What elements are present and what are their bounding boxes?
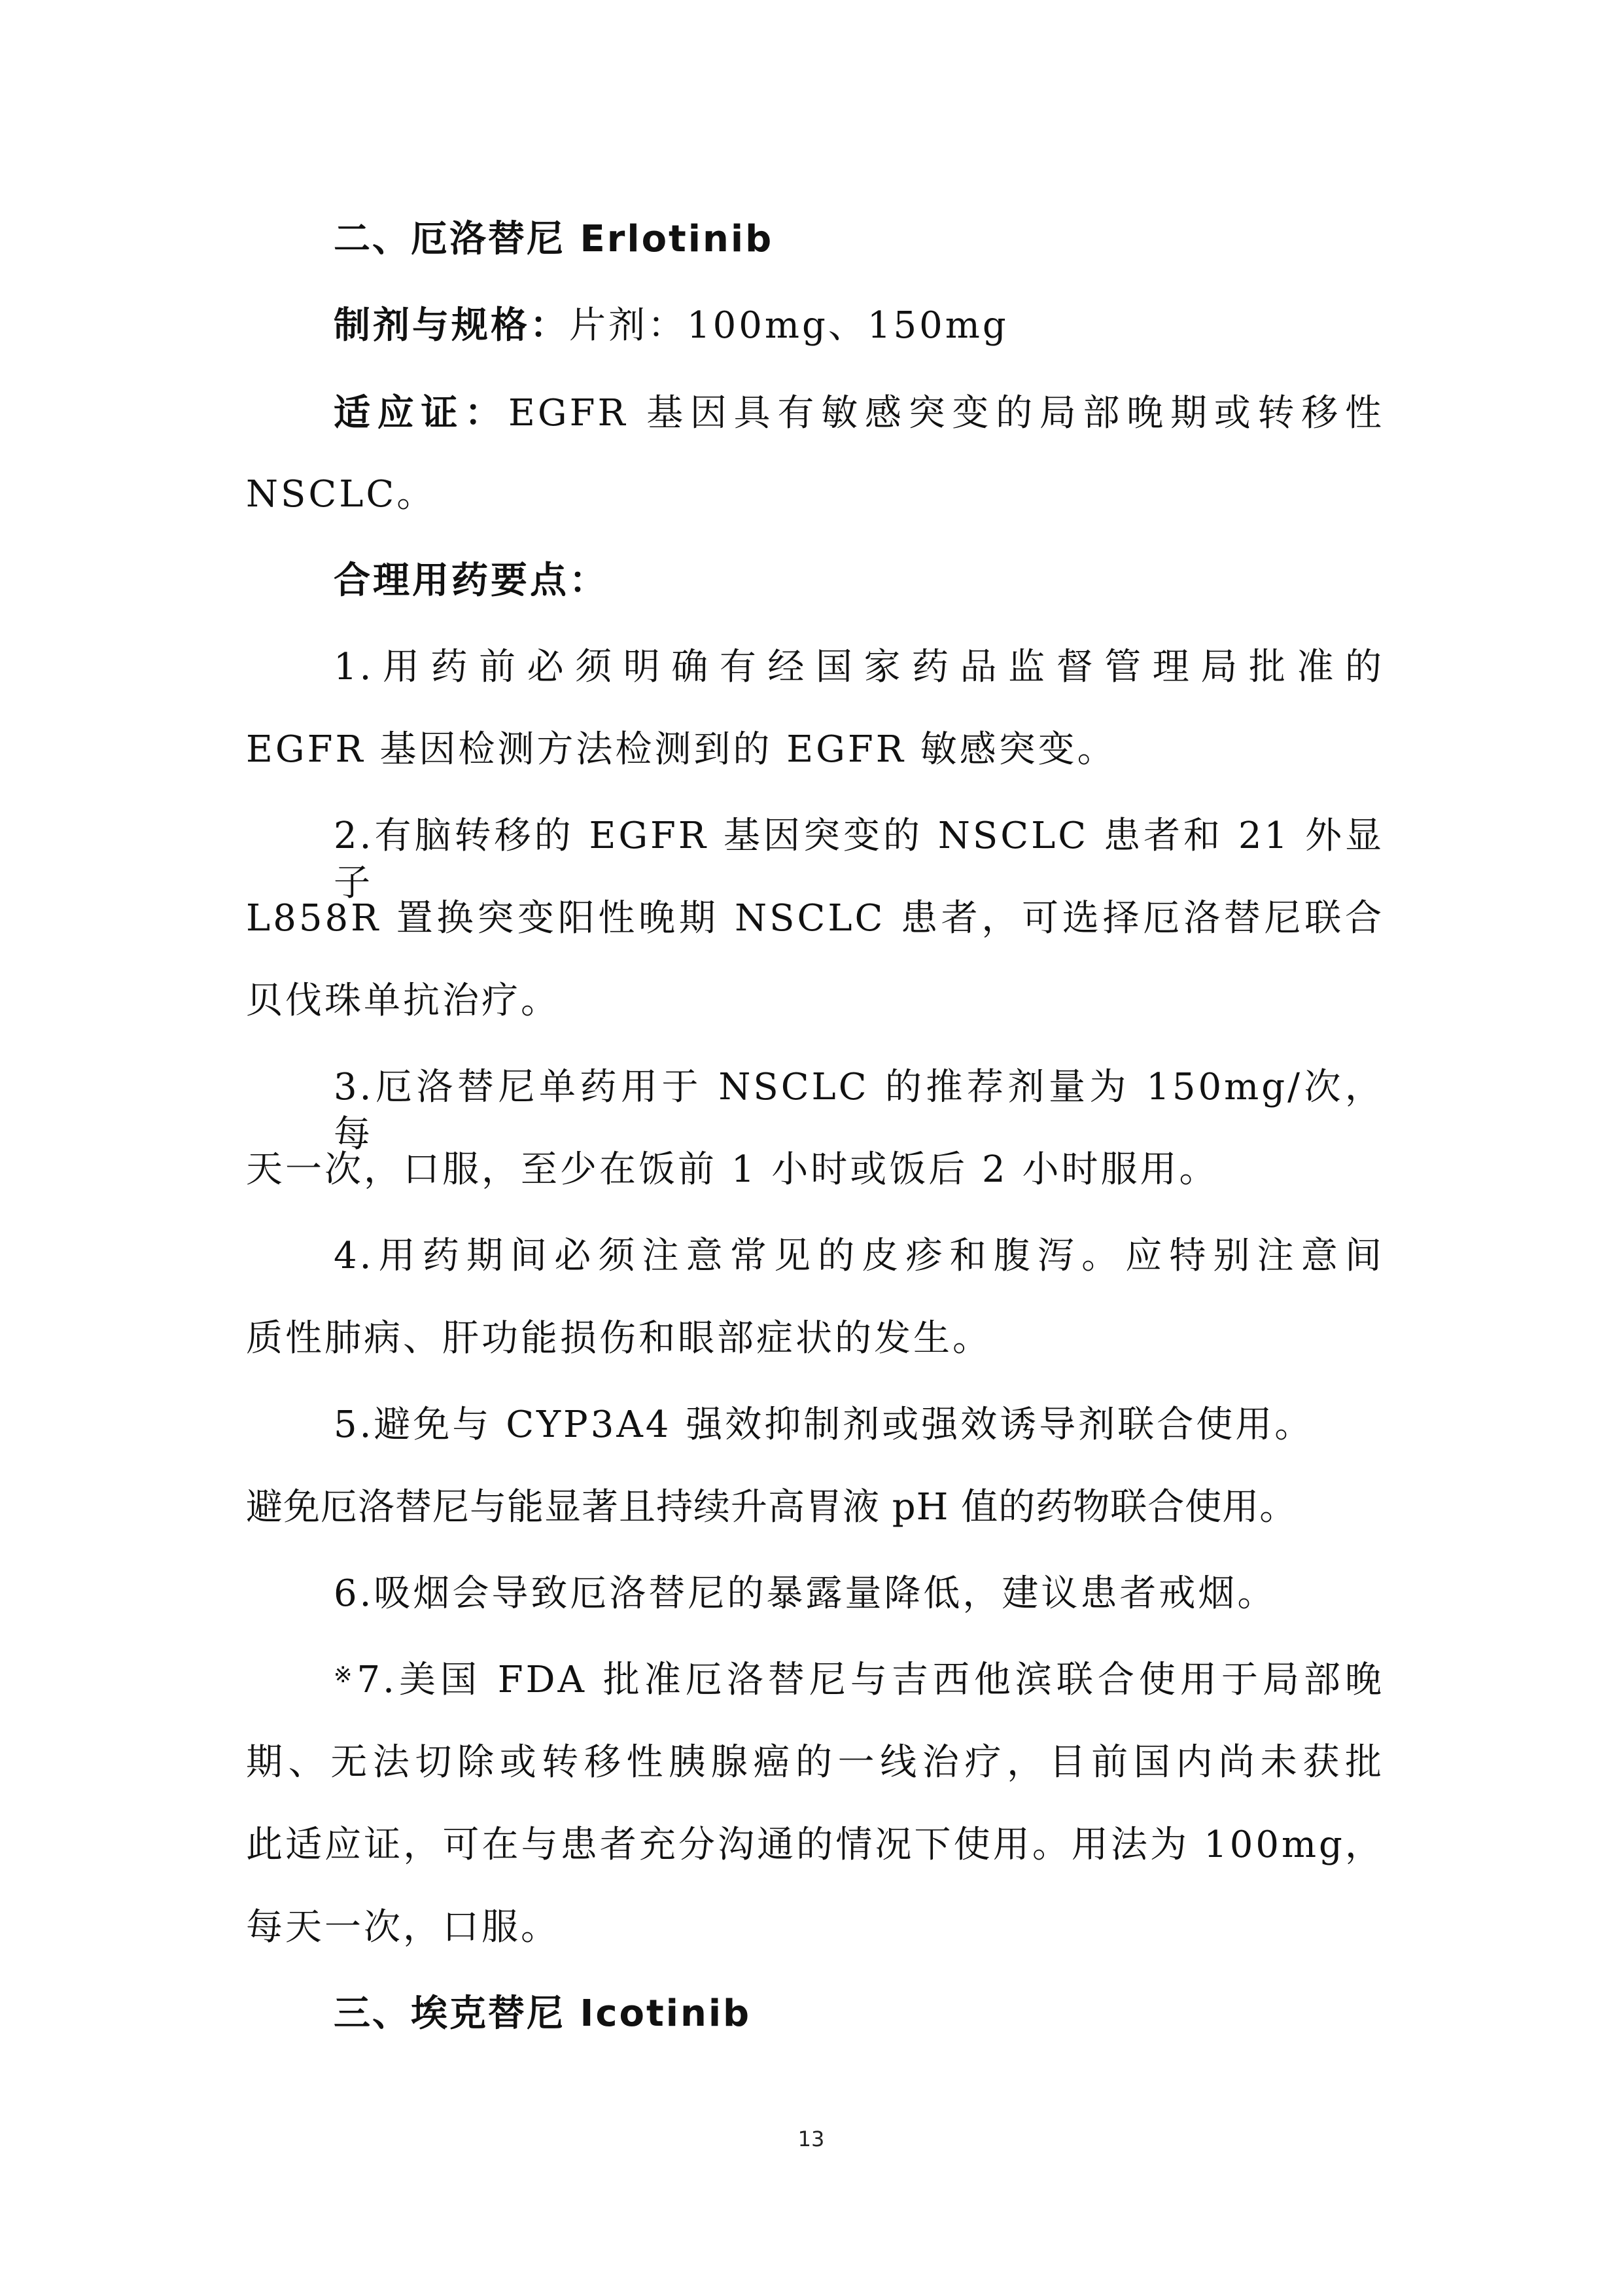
point-7-line-1 <box>334 1657 1384 1704</box>
point-5-line-1: 5.避免与 CYP3A4 强效抑制剂或强效诱导剂联合使用。 <box>334 1404 1314 1446</box>
point-7-line-1-text: 7.美国 FDA 批准厄洛替尼与吉西他滨联合使用于局部晚 <box>357 1659 1384 1701</box>
point-2-line-3: 贝伐珠单抗治疗。 <box>246 980 560 1022</box>
point-4-line-2: 质性肺病、肝功能损伤和眼部症状的发生。 <box>246 1317 992 1360</box>
indication-row <box>334 390 1384 437</box>
point-7-line-4: 每天一次，口服。 <box>246 1906 560 1949</box>
point-7-line-2: 期、无法切除或转移性胰腺癌的一线治疗，目前国内尚未获批 <box>246 1741 1384 1784</box>
point-1-line-1: 1.用药前必须明确有经国家药品监督管理局批准的 <box>334 646 1384 688</box>
point-7-line-3: 此适应证，可在与患者充分沟通的情况下使用。用法为 100mg， <box>246 1824 1384 1866</box>
section-title-erlotinib: 二、厄洛替尼 Erlotinib <box>334 218 774 260</box>
point-5-line-2: 避免厄洛替尼与能显著且持续升高胃液 pH 值的药物联合使用。 <box>246 1486 1297 1528</box>
formulation-value: 片剂：100mg、150mg <box>569 304 1009 347</box>
point-3-line-2: 天一次，口服，至少在饭前 1 小时或饭后 2 小时服用。 <box>246 1148 1219 1191</box>
point-6-line-1: 6.吸烟会导致厄洛替尼的暴露量降低，建议患者戒烟。 <box>334 1572 1277 1615</box>
formulation-label: 制剂与规格： <box>334 304 569 347</box>
indication-label: 适应证： <box>334 392 508 434</box>
indication-value-line2: NSCLC。 <box>246 473 436 516</box>
point-1-line-2: EGFR 基因检测方法检测到的 EGFR 敏感突变。 <box>246 728 1117 771</box>
page-number: 13 <box>797 2127 825 2151</box>
point-2-line-2: L858R 置换突变阳性晚期 NSCLC 患者，可选择厄洛替尼联合 <box>246 897 1384 940</box>
formulation-row <box>334 302 1384 349</box>
key-points-label: 合理用药要点： <box>334 559 608 602</box>
point-3-line-1: 3.厄洛替尼单药用于 NSCLC 的推荐剂量为 150mg/次，每 <box>334 1066 1385 1156</box>
point-4-line-1: 4.用药期间必须注意常见的皮疹和腹泻。应特别注意间 <box>334 1235 1384 1277</box>
section-title-icotinib: 三、埃克替尼 Icotinib <box>334 1992 752 2035</box>
point-2-line-1: 2.有脑转移的 EGFR 基因突变的 NSCLC 患者和 21 外显子 <box>334 815 1384 904</box>
indication-value-line1: EGFR 基因具有敏感突变的局部晚期或转移性 <box>508 392 1385 434</box>
reference-mark: ※ <box>334 1662 357 1688</box>
